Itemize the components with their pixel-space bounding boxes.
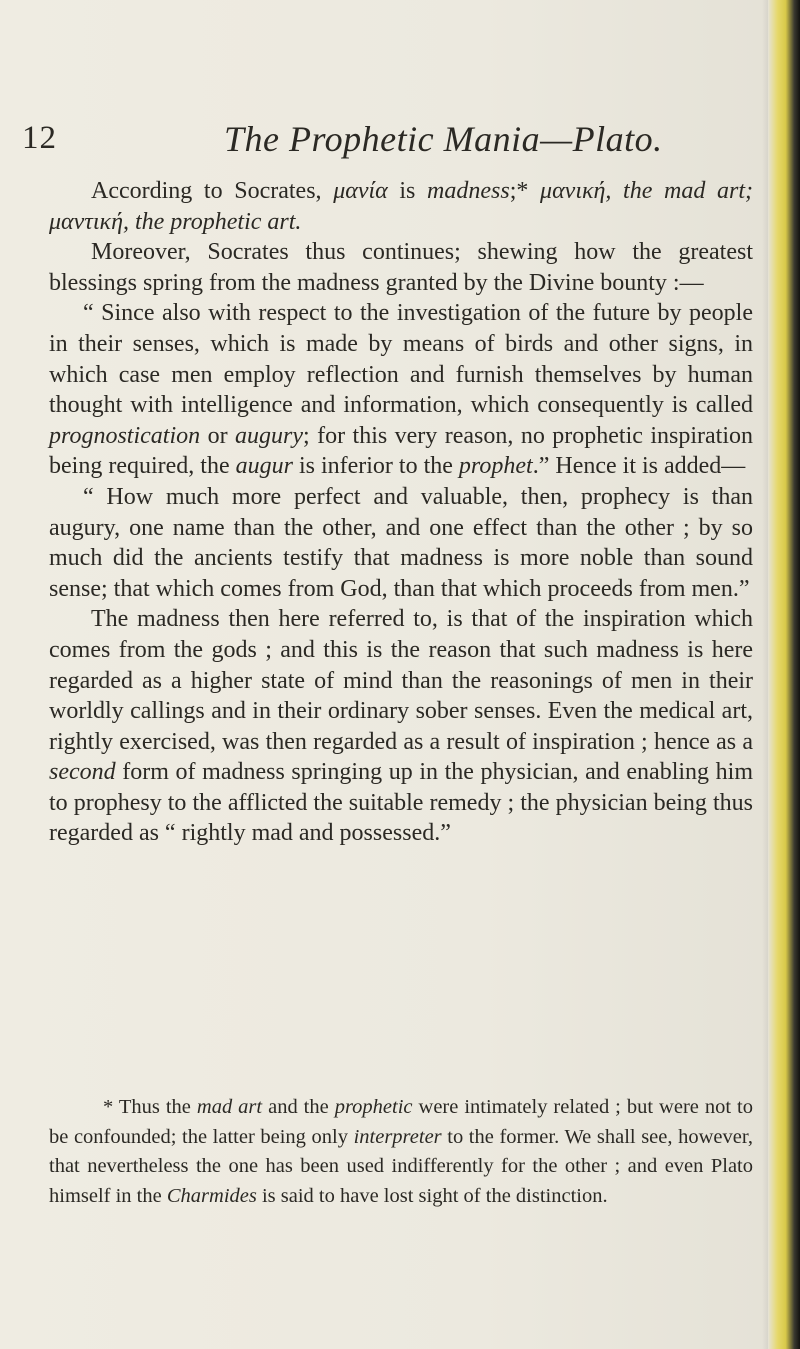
- text-run: * Thus the: [103, 1096, 197, 1118]
- paragraph: [49, 482, 753, 604]
- text-run: According to Socrates,: [91, 178, 334, 204]
- page-number: 12: [22, 120, 57, 156]
- text-run: is said to have lost sight of the distinction.: [256, 1184, 608, 1207]
- text-run: ;*: [509, 178, 541, 204]
- page-edge: [768, 0, 800, 1349]
- italic-text: Charmides: [166, 1184, 257, 1207]
- italic-text: μανία: [333, 178, 388, 204]
- text-run: and the: [262, 1096, 335, 1118]
- text-run: or: [200, 422, 235, 449]
- text-run: is: [387, 178, 428, 204]
- paragraph: [49, 298, 753, 482]
- paragraph: [49, 176, 753, 237]
- italic-text: interpreter: [353, 1125, 442, 1148]
- italic-text: prognostication: [49, 422, 201, 449]
- paragraph: [49, 237, 753, 298]
- italic-text: second: [49, 759, 116, 786]
- italic-text: mad art: [196, 1096, 263, 1118]
- main-text: [49, 176, 753, 849]
- italic-text: prophetic: [334, 1096, 413, 1118]
- italic-text: μανική, the mad art; μαντική, the prophetic art.: [49, 178, 753, 235]
- italic-text: augur: [235, 453, 293, 480]
- text-run: Moreover, Socrates thus continues; shewing how the greatest blessings spring from the madness granted by the Divine bounty :—: [49, 239, 753, 296]
- text-run: ; for this very reason, no prophetic inspiration being required, the: [49, 422, 753, 480]
- text-run: form of madness springing up in the physician, and enabling him to prophesy to the afflicted the suitable remedy ; the physician being thus regarded as “ rightly mad and possessed.”: [49, 759, 753, 847]
- italic-text: prophet: [458, 453, 533, 480]
- text-run: “ How much more perfect and valuable, then, prophecy is than augury, one name than the other, and one effect than the other ; by so much did the ancients testify that madness is more noble than sound sense; that which comes from God, than that which proceeds from men.”: [49, 483, 753, 602]
- footnote-text: [49, 1093, 753, 1211]
- text-run: to the former. We shall see, however, that nevertheless the one has been used indifferently for the other ; and even Plato himself in the: [49, 1125, 753, 1207]
- paragraph: [49, 604, 753, 849]
- italic-text: madness: [427, 178, 510, 204]
- text-run: The madness then here referred to, is that of the inspiration which comes from the gods ; and this is the reason that such madness is here regarded as a higher state of mind than the reasonings of men in their worldly callings and in their ordinary sober senses. Even the medical art, rightly exercised, was then regarded as a result of inspiration ; hence as a: [49, 606, 753, 755]
- footnote: [49, 1093, 753, 1211]
- text-run: is inferior to the: [292, 453, 459, 480]
- running-head: The Prophetic Mania—Plato.: [224, 119, 663, 159]
- text-run: “ Since also with respect to the investigation of the future by people in their senses, which is made by means of birds and other signs, in which case men employ reflection and furnish themselves by human thought with intelligence and information, which consequently is called: [49, 300, 753, 419]
- text-run: were intimately related ; but were not to be confounded; the latter being only: [49, 1096, 753, 1148]
- page-header: [0, 112, 800, 162]
- italic-text: augury: [235, 422, 303, 449]
- text-run: .” Hence it is added—: [532, 453, 746, 480]
